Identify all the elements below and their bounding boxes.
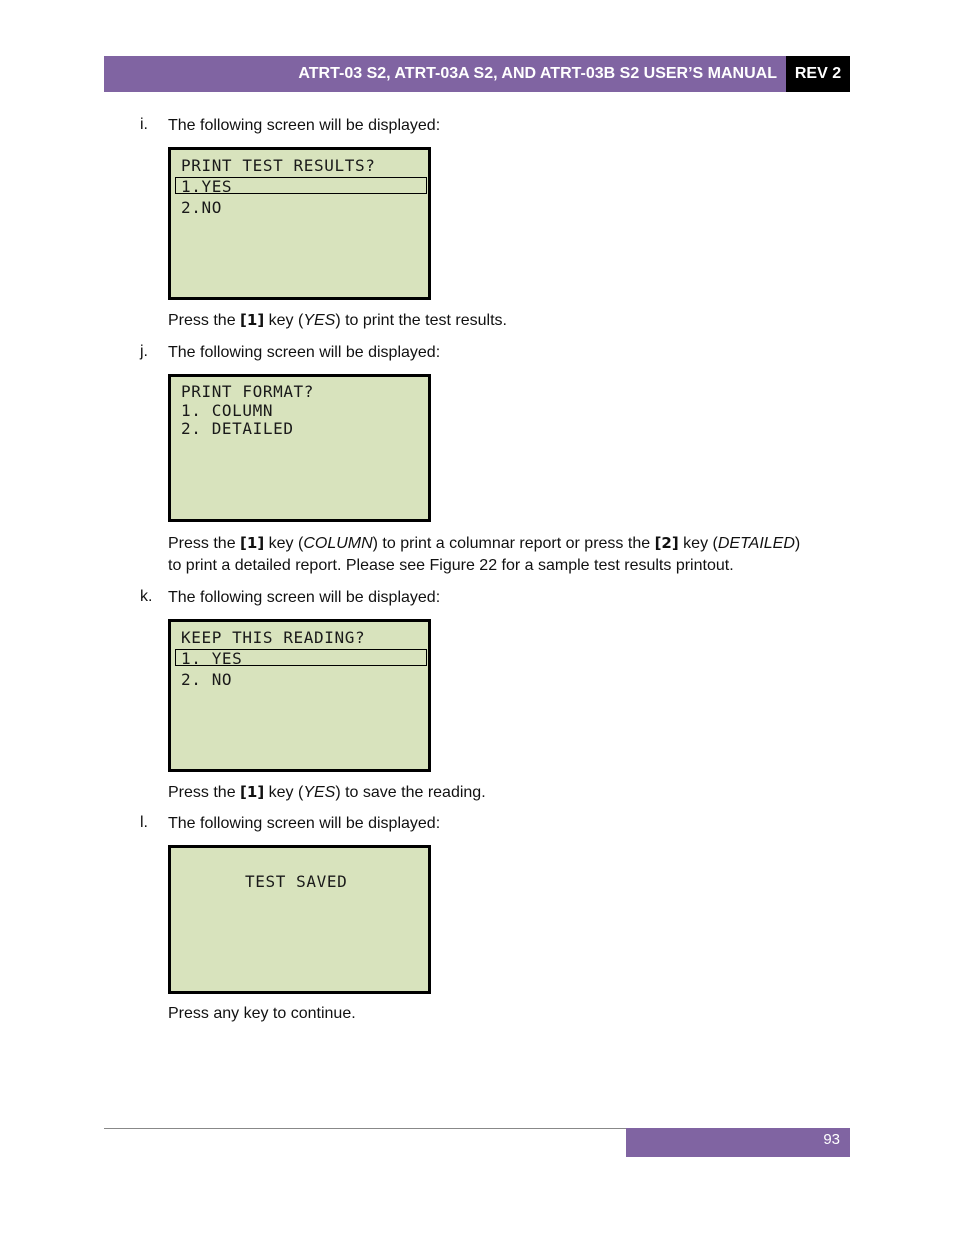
step-letter-k: k. <box>140 588 153 605</box>
lcd-line-3: 2.NO <box>181 198 222 217</box>
page-number: 93 <box>823 1131 840 1148</box>
note-text: ) to save the reading. <box>335 784 486 801</box>
lcd-line-3: 2. DETAILED <box>181 419 294 438</box>
note-text: ) to print a columnar report or press the <box>372 535 655 552</box>
step-intro-l: The following screen will be displayed: <box>168 815 441 832</box>
step-intro-i: The following screen will be displayed: <box>168 117 441 134</box>
key-label: [1] <box>240 311 265 329</box>
key-meaning: DETAILED <box>717 535 795 552</box>
lcd-line-3: 2. NO <box>181 670 233 689</box>
manual-title: ATRT-03 S2, ATRT-03A S2, AND ATRT-03B S2 USER’S MANUAL <box>298 65 777 82</box>
note-text: to print a detailed report. Please see Figure 22 for a sample test results printout. <box>168 557 734 574</box>
note-text: Press the <box>168 784 241 801</box>
step-intro-k: The following screen will be displayed: <box>168 589 441 606</box>
lcd-line-2: 1. COLUMN <box>181 401 274 420</box>
note-text: key ( <box>264 312 304 329</box>
step-letter-i: i. <box>140 116 148 133</box>
step-note-k <box>168 781 486 804</box>
key-meaning: YES <box>303 312 336 329</box>
note-text: ) <box>794 535 801 552</box>
key-label: [1] <box>240 783 265 801</box>
note-text: ) to print the test results. <box>335 312 507 329</box>
lcd-line-1: KEEP THIS READING? <box>181 628 366 647</box>
step-letter-j: j. <box>140 343 148 360</box>
lcd-screen-keep-reading <box>168 619 431 772</box>
lcd-line-1: PRINT FORMAT? <box>181 382 315 401</box>
key-label: [1] <box>240 534 265 552</box>
lcd-line-2: 1. YES <box>181 649 243 668</box>
note-text: Press the <box>168 312 241 329</box>
footer-page-bar <box>626 1128 850 1157</box>
lcd-line-2: 1.YES <box>181 177 233 196</box>
step-letter-l: l. <box>140 814 148 831</box>
lcd-screen-test-saved <box>168 845 431 994</box>
key-meaning: YES <box>303 784 336 801</box>
revision-badge <box>786 56 850 92</box>
key-label: [2] <box>654 534 679 552</box>
lcd-screen-print-results <box>168 147 431 300</box>
note-text: key ( <box>678 535 718 552</box>
revision-label: REV 2 <box>794 65 842 82</box>
lcd-screen-print-format <box>168 374 431 522</box>
note-text: key ( <box>264 784 304 801</box>
key-meaning: COLUMN <box>303 535 373 552</box>
step-note-l: Press any key to continue. <box>168 1005 356 1022</box>
note-text: Press the <box>168 535 241 552</box>
lcd-line-1: TEST SAVED <box>245 872 348 891</box>
step-intro-j: The following screen will be displayed: <box>168 344 441 361</box>
step-note-i <box>168 309 507 332</box>
footer-rule <box>104 1128 626 1129</box>
header-title-bar <box>104 56 786 92</box>
lcd-line-1: PRINT TEST RESULTS? <box>181 156 376 175</box>
note-text: key ( <box>264 535 304 552</box>
step-note-j <box>168 532 800 577</box>
